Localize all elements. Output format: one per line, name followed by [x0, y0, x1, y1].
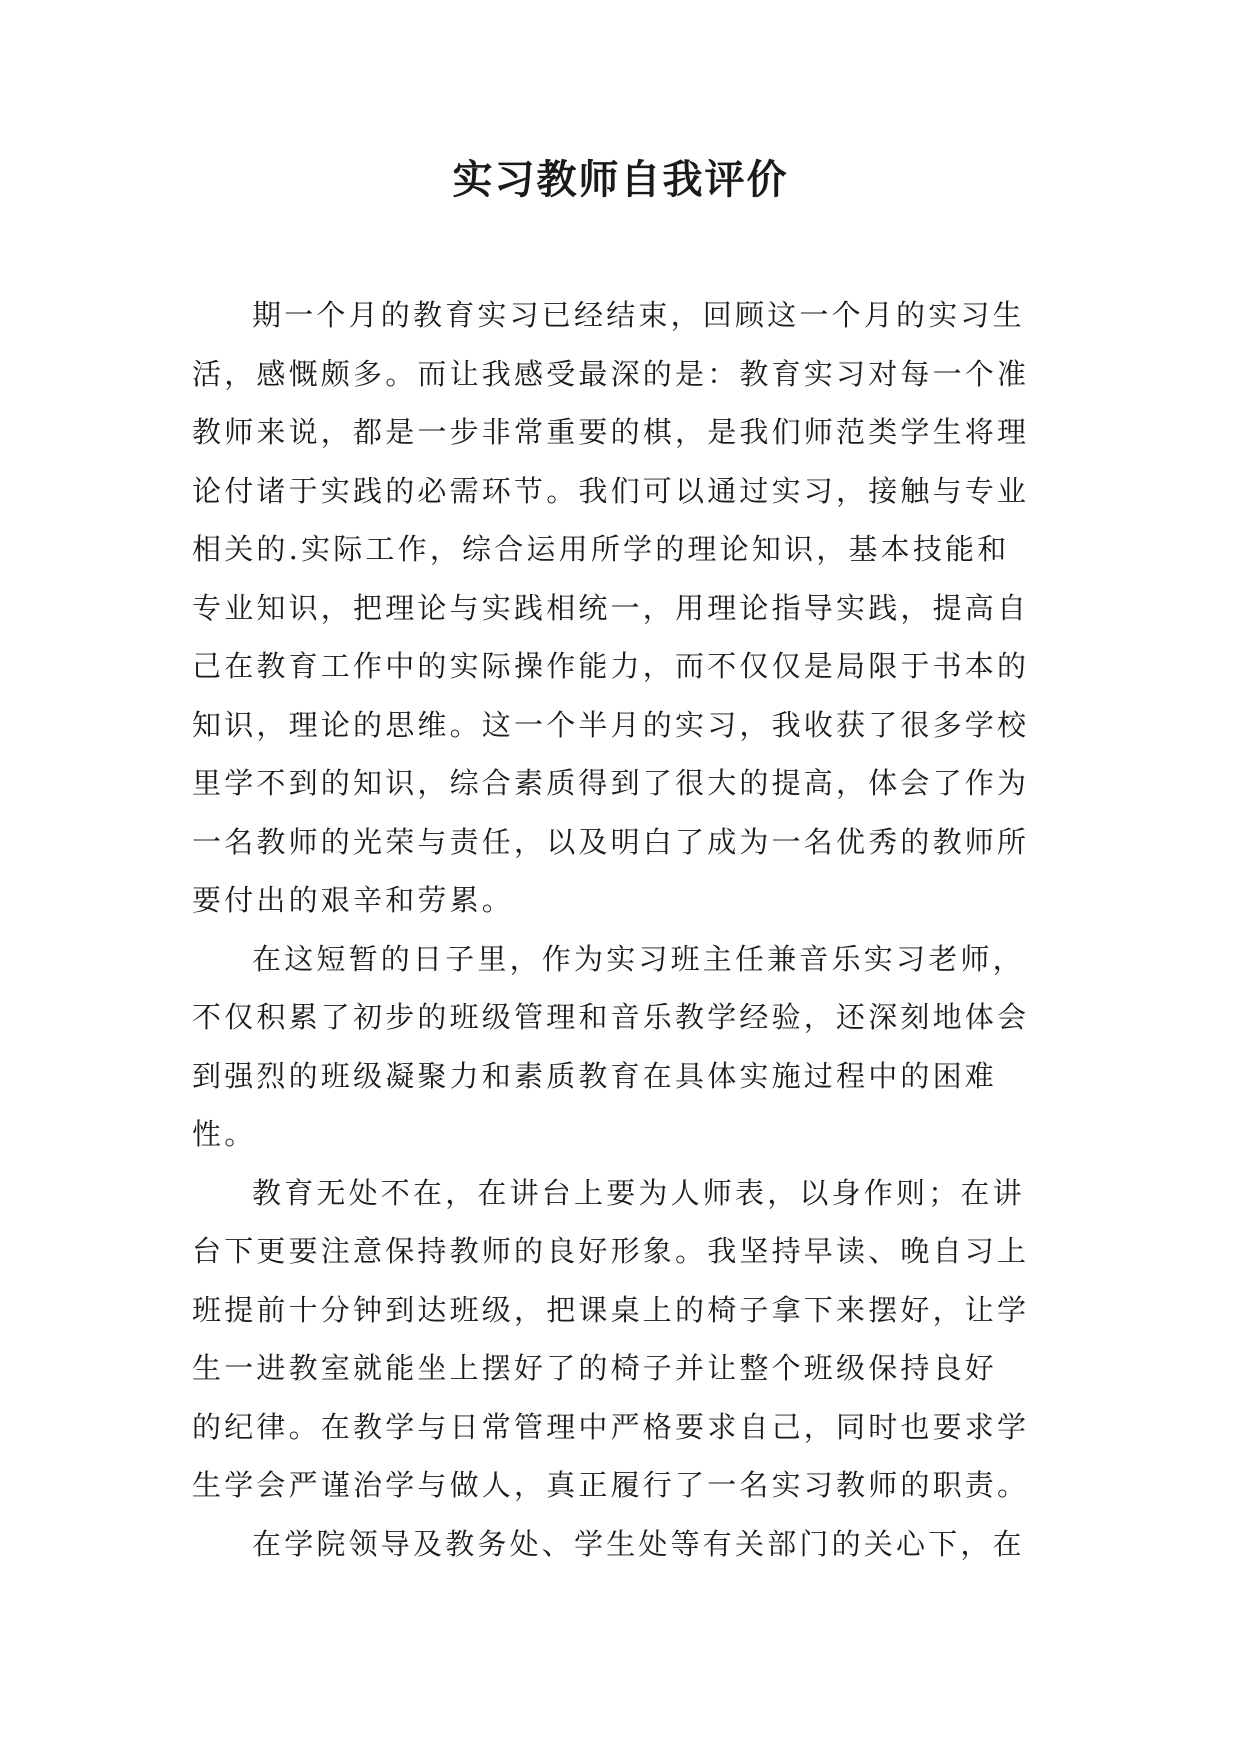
text-line: 生一进教室就能坐上摆好了的椅子并让整个班级保持良好	[192, 1351, 998, 1385]
text-line: 相关的.实际工作，综合运用所学的理论知识，基本技能和	[192, 532, 1010, 566]
text-line: 教师来说，都是一步非常重要的棋，是我们师范类学生将理	[192, 415, 1030, 449]
text-line: 己在教育工作中的实际操作能力，而不仅仅是局限于书本的	[192, 649, 1030, 683]
text-line: 生学会严谨治学与做人，真正履行了一名实习教师的职责。	[192, 1468, 1030, 1502]
text-line: 期一个月的教育实习已经结束，回顾这一个月的实习生	[252, 298, 1025, 332]
text-line: 班提前十分钟到达班级，把课桌上的椅子拿下来摆好，让学	[192, 1292, 1030, 1327]
text-line: 活，感慨颇多。而让我感受最深的是：教育实习对每一个准	[192, 356, 1030, 391]
text-line: 的纪律。在教学与日常管理中严格要求自己，同时也要求学	[192, 1409, 1030, 1444]
text-line: 专业知识，把理论与实践相统一，用理论指导实践，提高自	[192, 590, 1030, 625]
text-line: 知识，理论的思维。这一个半月的实习，我收获了很多学校	[192, 707, 1030, 742]
text-line: 到强烈的班级凝聚力和素质教育在具体实施过程中的困难	[192, 1058, 998, 1093]
document-title: 实习教师自我评价	[452, 157, 789, 203]
text-line: 台下更要注意保持教师的良好形象。我坚持早读、晚自习上	[192, 1234, 1030, 1268]
text-line: 里学不到的知识，综合素质得到了很大的提高，体会了作为	[192, 766, 1030, 800]
text-line: 要付出的艰辛和劳累。	[192, 883, 515, 917]
text-line: 教育无处不在，在讲台上要为人师表，以身作则；在讲	[252, 1175, 1025, 1210]
text-line: 性。	[192, 1117, 257, 1151]
document-body	[192, 295, 1052, 1582]
text-line: 一名教师的光荣与责任，以及明白了成为一名优秀的教师所	[192, 824, 1030, 859]
text-line: 论付诸于实践的必需环节。我们可以通过实习，接触与专业	[192, 473, 1030, 508]
text-line: 在这短暂的日子里，作为实习班主任兼音乐实习老师，	[252, 941, 1025, 976]
text-line: 在学院领导及教务处、学生处等有关部门的关心下，在	[252, 1526, 1025, 1561]
text-line: 不仅积累了初步的班级管理和音乐教学经验，还深刻地体会	[192, 1000, 1030, 1034]
